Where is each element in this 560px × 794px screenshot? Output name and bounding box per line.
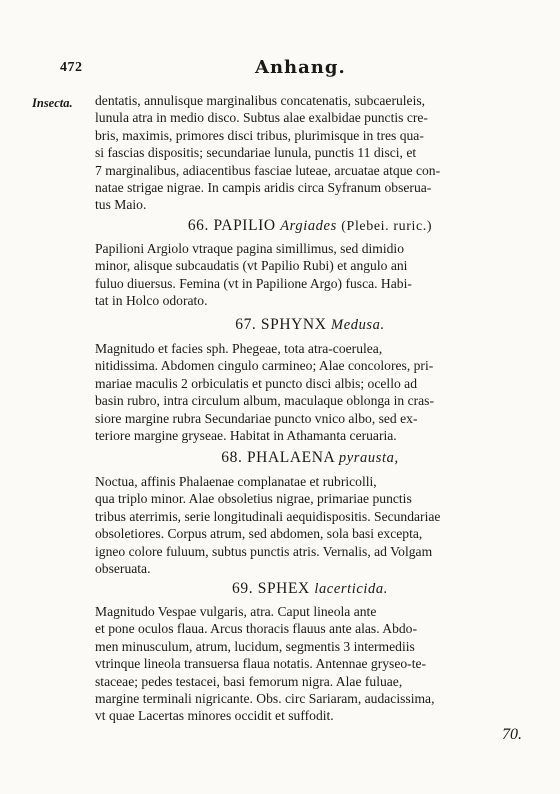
entry-species: Argiades [280, 218, 337, 234]
entry-body-68 [95, 473, 525, 577]
entry-body-69 [95, 603, 525, 725]
text-line: lunula atra in medio disco. Subtus alae exalbidae punctis cre- [95, 110, 428, 126]
entry-body-66 [95, 240, 525, 310]
entry-number: 67. [235, 316, 257, 333]
text-line: vt quae Lacertas minores occidit et suffodit. [95, 708, 334, 724]
text-line: mariae maculis 2 orbiculatis et puncto disci albis; ocello ad [95, 375, 418, 391]
margin-note: Insecta. [32, 96, 73, 110]
text-line: tus Maio. [95, 197, 147, 213]
text-line: obseruata. [95, 561, 151, 577]
text-line: Noctua, affinis Phalaenae complanatae et rubricolli, [95, 474, 377, 489]
text-line: fuluo diuersus. Femina (vt in Papilione Argo) fusca. Habi- [95, 275, 412, 291]
entry-body-67 [95, 340, 525, 444]
text-line: et pone oculos flaua. Arcus thoracis flauus ante alas. Abdo- [95, 621, 418, 637]
entry-genus: PAPILIO [213, 217, 276, 234]
entry-heading-69 [95, 580, 525, 598]
entry-number: 66. [187, 217, 210, 234]
text-line: margine terminali nigricante. Obs. circ Sariaram, audacissima, [95, 691, 435, 707]
text-line: qua triplo minor. Alae obsoletius nigrae, primariae punctis [95, 491, 412, 507]
text-line: obsoletiores. Corpus atrum, sed abdomen, sola basi excepta, [95, 526, 423, 542]
text-line: si fascias dispositis; secundariae lunula, punctis 11 disci, et [95, 145, 417, 161]
entry-genus: SPHEX [257, 580, 310, 597]
entry-species: lacerticida. [314, 581, 388, 597]
text-line: men minusculum, atrum, lucidum, segmentis 3 intermediis [95, 638, 415, 654]
entry-extra: (Plebei. ruric.) [341, 219, 433, 234]
entry-heading-67 [95, 316, 525, 334]
entry-genus: PHALAENA [246, 449, 335, 466]
text-line: igneo colore fuluum, subtus punctis atris. Vernalis, ad Volgam [95, 543, 433, 559]
entry-number: 69. [232, 580, 254, 597]
entry-species: Medusa. [331, 317, 385, 333]
text-line: Magnitudo et facies sph. Phegeae, tota atra-coerulea, [95, 341, 383, 356]
entry-genus: SPHYNX [260, 316, 327, 333]
catchword: 70. [502, 726, 522, 743]
text-line: staceae; pedes testacei, basi femorum nigra. Alae fuluae, [95, 673, 403, 689]
text-line: tat in Holco odorato. [95, 293, 208, 309]
text-line: natae strigae nigrae. In campis aridis circa Syfranum obserua- [95, 180, 432, 196]
entry-number: 68. [221, 449, 243, 466]
text-line: siore margine rubra Secundariae puncto vnico albo, sed ex- [95, 410, 418, 426]
text-line: tribus aterrimis, serie longitudinali aequidispositis. Secundariae [95, 508, 441, 524]
text-line: basin rubro, intra circulum album, maculaque oblonga in cras- [95, 393, 434, 409]
text-line: Magnitudo Vespae vulgaris, atra. Caput lineola ante [95, 604, 377, 619]
entry-species: pyrausta, [338, 450, 399, 466]
entry-heading-68 [95, 449, 525, 467]
continuation-paragraph [95, 92, 525, 214]
text-line: vtrinque lineola transuersa flaua notatis. Antennae gryseo-te- [95, 656, 427, 672]
text-line: minor, alisque subcaudatis (vt Papilio Rubi) et angulo ani [95, 258, 408, 274]
text-line: Papilioni Argiolo vtraque pagina simillimus, sed dimidio [95, 241, 404, 256]
text-line: 7 marginalibus, adiacentibus fasciae luteae, arcuatae atque con- [95, 162, 441, 178]
running-head: Anhang. [255, 57, 346, 78]
page-number: 472 [60, 60, 83, 75]
text-line: teriore margine gryseae. Habitat in Athamanta ceruaria. [95, 428, 397, 444]
text-line: dentatis, annulisque marginalibus concatenatis, subcaeruleis, [95, 93, 426, 108]
text-line: nitidissima. Abdomen cingulo carmineo; Alae concolores, pri- [95, 358, 434, 374]
entry-heading-66 [95, 217, 525, 235]
text-line: bris, maximis, primores disci tribus, plurimisque in tres qua- [95, 127, 424, 143]
